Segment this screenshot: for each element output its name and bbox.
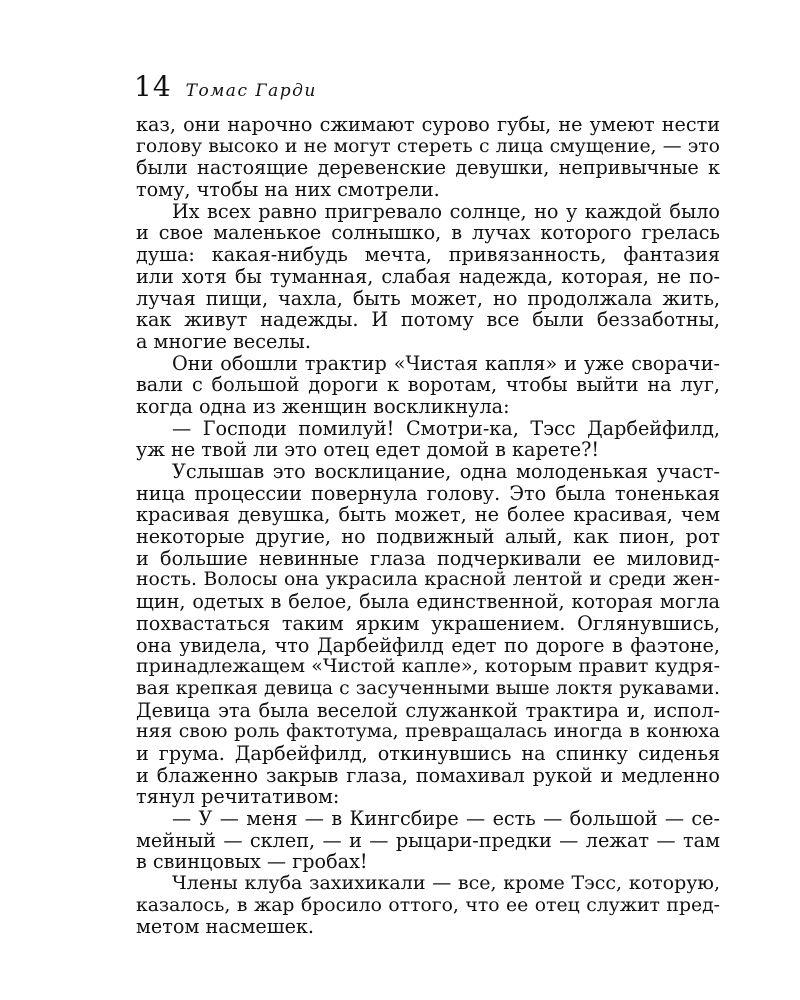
text-line: принадлежащем «Чистой капле», которым правит кудря-	[136, 656, 720, 678]
text-line: тому, чтобы на них смотрели.	[136, 179, 440, 201]
text-line: тянул речитативом:	[136, 786, 340, 808]
text-line: как живут надежды. И потому все были беззаботны,	[136, 309, 720, 331]
text-line: казалось, в жар бросило оттого, что ее отец служит пред-	[136, 894, 720, 916]
text-line: и грума. Дарбейфилд, откинувшись на спинку сиденья	[136, 742, 720, 765]
text-line: а многие веселы.	[136, 330, 311, 353]
running-head	[134, 70, 317, 104]
text-line: каз, они нарочно сжимают сурово губы, не умеют нести	[136, 114, 720, 136]
text-line: похвастаться таким ярким украшением. Оглянувшись,	[136, 612, 720, 635]
page-number: 14	[134, 70, 172, 103]
text-line: она увидела, что Дарбейфилд едет по дороге в фаэтоне,	[136, 634, 720, 657]
text-line: Девица эта была веселой служанкой трактира и, испол-	[136, 699, 720, 722]
text-line: душа: какая-нибудь мечта, привязанность, фантазия	[136, 244, 720, 266]
text-line: ница процессии повернула голову. Это была тоненькая	[136, 482, 720, 505]
text-line: Их всех равно пригревало солнце, но у каждой было	[172, 200, 720, 223]
text-line: и блаженно закрыв глаза, помахивал рукой и медленно	[136, 764, 720, 787]
text-line: лучая пищи, чахла, быть может, но продолжала жить,	[136, 287, 720, 310]
text-line: вая крепкая девица с засученными выше локтя рукавами.	[136, 677, 720, 699]
text-line: красивая девушка, быть может, не более красивая, чем	[136, 504, 720, 527]
body-text	[136, 114, 720, 938]
text-line: вали с большой дороги к воротам, чтобы выйти на луг,	[136, 374, 720, 396]
text-line: — Господи помилуй! Смотри-ка, Тэсс Дарбейфилд,	[172, 417, 720, 440]
text-line: были настоящие деревенские девушки, непривычные к	[136, 157, 720, 180]
text-line: мейный — склеп, — и — рыцари-предки — лежат — там	[136, 829, 720, 852]
text-line: щин, одетых в белое, была единственной, которая могла	[136, 591, 720, 613]
text-line: когда одна из женщин воскликнула:	[136, 395, 510, 418]
text-line: метом насмешек.	[136, 916, 315, 939]
text-line: — У — меня — в Кингсбире — есть — большой — се-	[172, 808, 720, 830]
text-line: Услышав это восклицание, одна молоденькая участ-	[172, 461, 720, 483]
text-line: Они обошли трактир «Чистая капля» и уже сворачи-	[172, 352, 720, 375]
text-line: и большие невинные глаза подчеркивали ее миловид-	[136, 547, 720, 570]
text-line: или хотя бы туманная, слабая надежда, которая, не по-	[136, 265, 720, 288]
text-line: няя свою роль фактотума, превращалась иногда в конюха	[136, 721, 720, 743]
text-line: Члены клуба захихикали — все, кроме Тэсс, которую,	[172, 873, 720, 895]
text-line: некоторые другие, но подвижный алый, как пион, рот	[136, 526, 720, 548]
text-line: ность. Волосы она украсила красной лентой и среди жен-	[136, 569, 720, 591]
running-title: Томас Гарди	[185, 81, 317, 101]
text-line: голову высоко и не могут стереть с лица смущение, — это	[136, 135, 720, 157]
text-line: и свое маленькое солнышко, в лучах которого грелась	[136, 222, 720, 245]
text-line: уж не твой ли это отец едет домой в карете?!	[136, 439, 600, 461]
text-line: в свинцовых — гробах!	[136, 851, 368, 874]
